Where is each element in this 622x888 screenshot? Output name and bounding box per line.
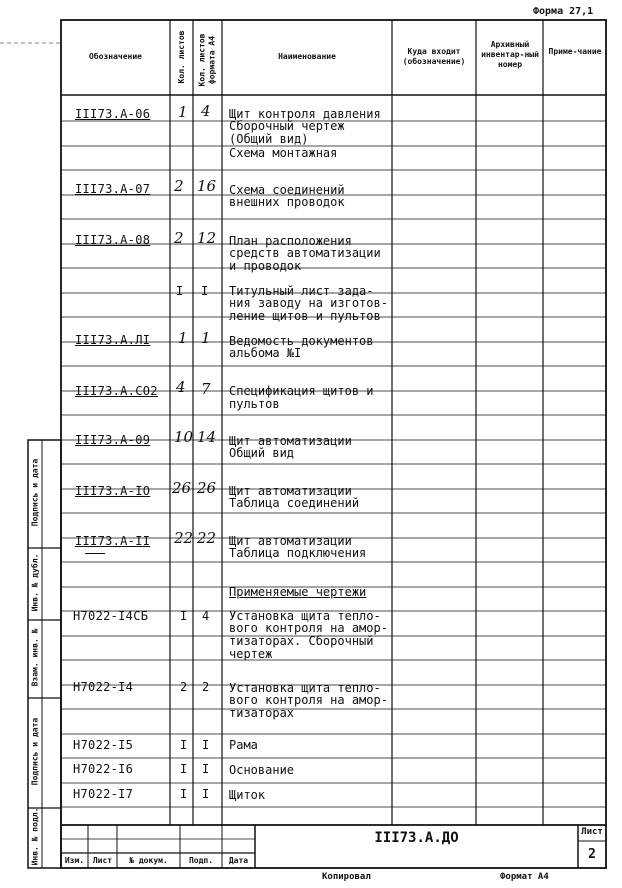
row-name-line: внешних проводок: [229, 195, 345, 209]
row-name-line: Щит контроля давления: [229, 107, 381, 121]
dash-mark: [85, 553, 105, 554]
row-name-line: Щиток: [229, 788, 266, 802]
row-name-line: вого контроля на амор-: [229, 693, 388, 707]
row-code: Н7022-I7: [73, 787, 134, 801]
row-a4: 7: [201, 380, 211, 398]
row-code: III73.A-IO: [75, 484, 151, 498]
row-name-line: Титульный лист зада-: [229, 284, 374, 298]
side-cell: [28, 808, 42, 868]
row-code: Н7022-I5: [73, 738, 134, 752]
header-archive: Архивный инвентар-ный номер: [481, 40, 539, 69]
row-a4: 12: [197, 229, 217, 247]
row-sheets: 26: [172, 479, 192, 497]
header-name: Наименование: [278, 52, 336, 61]
section-title: Применяемые чертежи: [229, 585, 367, 599]
side-cell: [28, 620, 42, 698]
row-name-line: План расположения: [229, 234, 352, 248]
row-name-line: Спецификация щитов и: [229, 384, 374, 398]
tb-col-sign: Подп.: [188, 856, 214, 865]
row-sheets: 2: [180, 680, 188, 694]
row-name-line: Щит автоматизации: [229, 434, 352, 448]
row-code: Н7022-I4: [73, 680, 134, 694]
row-name-line: Установка щита тепло-: [229, 681, 381, 695]
row-name-line: и проводок: [229, 259, 302, 273]
row-a4: 1: [201, 329, 211, 347]
row-a4: I: [201, 284, 209, 298]
side-label-orig-inv: Инв. № подл.: [30, 807, 40, 866]
row-name-line: Щит автоматизации: [229, 484, 352, 498]
row-sheets: 1: [178, 329, 188, 347]
row-name-line: тизаторах: [229, 706, 295, 720]
row-a4: 2: [202, 680, 210, 694]
footer-format: Формат А4: [500, 872, 549, 882]
sheet-number: 2: [588, 847, 596, 862]
row-sheets: 1: [178, 103, 188, 121]
header-sheets: Кол. листов: [177, 30, 186, 84]
row-name-line: Таблица подключения: [229, 546, 367, 560]
row-name-line: ление щитов и пультов: [229, 309, 381, 323]
row-name-line: (Общий вид): [229, 132, 309, 146]
row-code: III73.A-06: [75, 107, 151, 121]
tb-col-sheet: Лист: [92, 856, 113, 865]
side-label-dup-inv: Инв. № дубл.: [30, 553, 40, 612]
row-name-line: ния заводу на изготов-: [229, 296, 388, 310]
row-a4: 22: [197, 529, 217, 547]
row-sheets: I: [180, 609, 188, 623]
header-note: Приме-чание: [548, 47, 602, 56]
row-code: Н7022-I6: [73, 762, 134, 776]
row-sheets: 2: [174, 177, 184, 195]
row-sheets: I: [180, 787, 188, 801]
row-name-line: Схема монтажная: [229, 146, 338, 160]
row-a4: I: [202, 738, 210, 752]
row-name-line: Установка щита тепло-: [229, 609, 381, 623]
tb-col-change: Изм.: [64, 856, 85, 865]
row-a4: 14: [197, 428, 217, 446]
side-cell: [28, 698, 42, 808]
row-name-line: Ведомость документов: [229, 334, 374, 348]
row-name-line: Щит автоматизации: [229, 534, 352, 548]
row-code: Н7022-I4СБ: [73, 609, 149, 623]
row-name-line: чертеж: [229, 647, 273, 661]
row-code: III73.A.CO2: [75, 384, 158, 398]
row-sheets: I: [180, 762, 188, 776]
row-a4: 26: [197, 479, 217, 497]
row-code: III73.A-II: [75, 534, 151, 548]
row-name-line: Таблица соединений: [229, 496, 360, 510]
row-sheets: 10: [174, 428, 194, 446]
row-sheets: 2: [174, 229, 184, 247]
header-a4: Кол. листов формата А4: [197, 33, 217, 87]
row-a4: 16: [197, 177, 217, 195]
sheet-label: Лист: [581, 827, 603, 837]
row-name-line: Схема соединений: [229, 183, 345, 197]
row-name-line: вого контроля на амор-: [229, 621, 388, 635]
side-label-sign-date-2: Подпись и дата: [30, 717, 40, 786]
row-a4: I: [202, 762, 210, 776]
row-name-line: Основание: [229, 763, 295, 777]
row-name-line: средств автоматизации: [229, 246, 381, 260]
row-name-line: Общий вид: [229, 446, 295, 460]
row-name-line: пультов: [229, 397, 280, 411]
header-designation: Обозначение: [89, 52, 142, 61]
footer-copied: Копировал: [322, 872, 371, 882]
row-code: III73.A.ЛI: [75, 333, 151, 347]
side-label-replace-inv: Взам. инв. №: [30, 628, 40, 687]
row-sheets: I: [176, 284, 184, 298]
row-a4: 4: [201, 102, 211, 120]
row-sheets: 4: [176, 378, 186, 396]
tb-col-date: Дата: [228, 856, 249, 865]
row-name-line: альбома №I: [229, 346, 302, 360]
row-code: III73.A-09: [75, 433, 151, 447]
side-label-sign-date: Подпись и дата: [30, 458, 40, 527]
header-where: Куда входит (обозначение): [402, 47, 466, 66]
form-label: Форма 27,1: [533, 6, 594, 17]
row-sheets: I: [180, 738, 188, 752]
row-name-line: тизаторах. Сборочный: [229, 634, 374, 648]
row-a4: 4: [202, 609, 210, 623]
side-cell: [28, 440, 42, 548]
row-a4: I: [202, 787, 210, 801]
row-sheets: 22: [174, 529, 194, 547]
row-code: III73.A-07: [75, 182, 151, 196]
header-a4-cell: [193, 20, 222, 95]
row-name-line: Рама: [229, 738, 258, 752]
row-code: III73.A-08: [75, 233, 151, 247]
doc-code: III73.A.ДО: [374, 830, 459, 846]
tb-col-doc: № докум.: [129, 856, 168, 865]
side-cell: [28, 548, 42, 620]
row-name-line: Сборочный чертеж: [229, 119, 345, 133]
